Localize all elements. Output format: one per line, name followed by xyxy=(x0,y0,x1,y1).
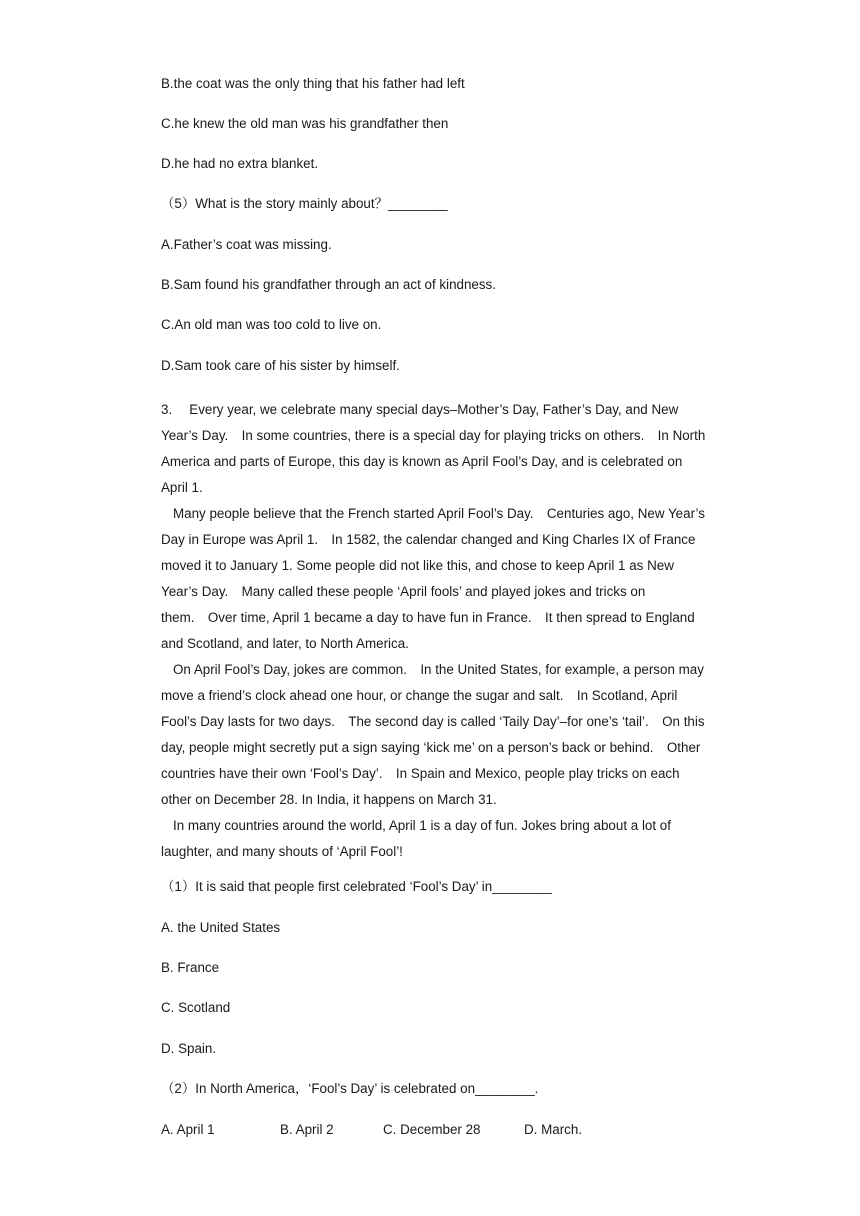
option-d-q2-4: D.he had no extra blanket. xyxy=(161,156,319,171)
question-2-5-stem: （5）What is the story mainly about？________ xyxy=(161,196,448,211)
question-3-1-stem: （1）It is said that people first celebrated ‘Fool’s Day’ in________ xyxy=(161,879,552,894)
option-c-q2-4: C.he knew the old man was his grandfather then xyxy=(161,116,449,131)
passage-line: day, people might secretly put a sign saying ‘kick me’ on a person’s back or behind. Other xyxy=(161,740,701,755)
passage-line: and Scotland, and later, to North America. xyxy=(161,636,409,651)
option-b-q2-5: B.Sam found his grandfather through an act of kindness. xyxy=(161,277,496,292)
passage-line: moved it to January 1. Some people did not like this, and chose to keep April 1 as New xyxy=(161,558,674,573)
passage-line: Many people believe that the French started April Fool’s Day. Centuries ago, New Year’s xyxy=(173,506,705,521)
passage-line: America and parts of Europe, this day is known as April Fool’s Day, and is celebrated on xyxy=(161,454,683,469)
option-a-q2-5: A.Father’s coat was missing. xyxy=(161,237,332,252)
option-d-q2-5: D.Sam took care of his sister by himself. xyxy=(161,358,400,373)
option-b-q3-2: B. April 2 xyxy=(280,1122,334,1137)
passage-line: them. Over time, April 1 became a day to have fun in France. It then spread to England xyxy=(161,610,695,625)
passage-line: countries have their own ‘Fool’s Day’. In Spain and Mexico, people play tricks on each xyxy=(161,766,680,781)
reading-passage-3 xyxy=(161,397,733,865)
option-d-q3-1: D. Spain. xyxy=(161,1041,217,1056)
option-d-q3-2: D. March. xyxy=(524,1122,583,1137)
passage-line: other on December 28. In India, it happens on March 31. xyxy=(161,792,497,807)
option-a-q3-2: A. April 1 xyxy=(161,1122,215,1137)
passage-line: Year’s Day. Many called these people ‘April fools’ and played jokes and tricks on xyxy=(161,584,646,599)
passage-line: Fool’s Day lasts for two days. The second day is called ‘Taily Day’–for one’s ‘tail’. On this xyxy=(161,714,705,729)
option-c-q3-2: C. December 28 xyxy=(383,1122,481,1137)
question-3-2-stem: （2）In North America，‘Fool’s Day’ is celebrated on________. xyxy=(161,1081,539,1096)
passage-line: In many countries around the world, April 1 is a day of fun. Jokes bring about a lot of xyxy=(173,818,671,833)
option-a-q3-1: A. the United States xyxy=(161,920,281,935)
option-b-q2-4: B.the coat was the only thing that his father had left xyxy=(161,76,465,91)
passage-line: move a friend’s clock ahead one hour, or change the sugar and salt. In Scotland, April xyxy=(161,688,678,703)
passage-line: Year’s Day. In some countries, there is a special day for playing tricks on others. In North xyxy=(161,428,706,443)
option-c-q2-5: C.An old man was too cold to live on. xyxy=(161,317,382,332)
passage-line: April 1. xyxy=(161,480,203,495)
passage-line: 3. Every year, we celebrate many special days–Mother’s Day, Father’s Day, and New xyxy=(161,402,679,417)
option-c-q3-1: C. Scotland xyxy=(161,1000,231,1015)
passage-line: laughter, and many shouts of ‘April Fool’! xyxy=(161,844,403,859)
passage-line: Day in Europe was April 1. In 1582, the calendar changed and King Charles IX of France xyxy=(161,532,696,547)
option-b-q3-1: B. France xyxy=(161,960,220,975)
passage-line: On April Fool’s Day, jokes are common. In the United States, for example, a person may xyxy=(173,662,704,677)
